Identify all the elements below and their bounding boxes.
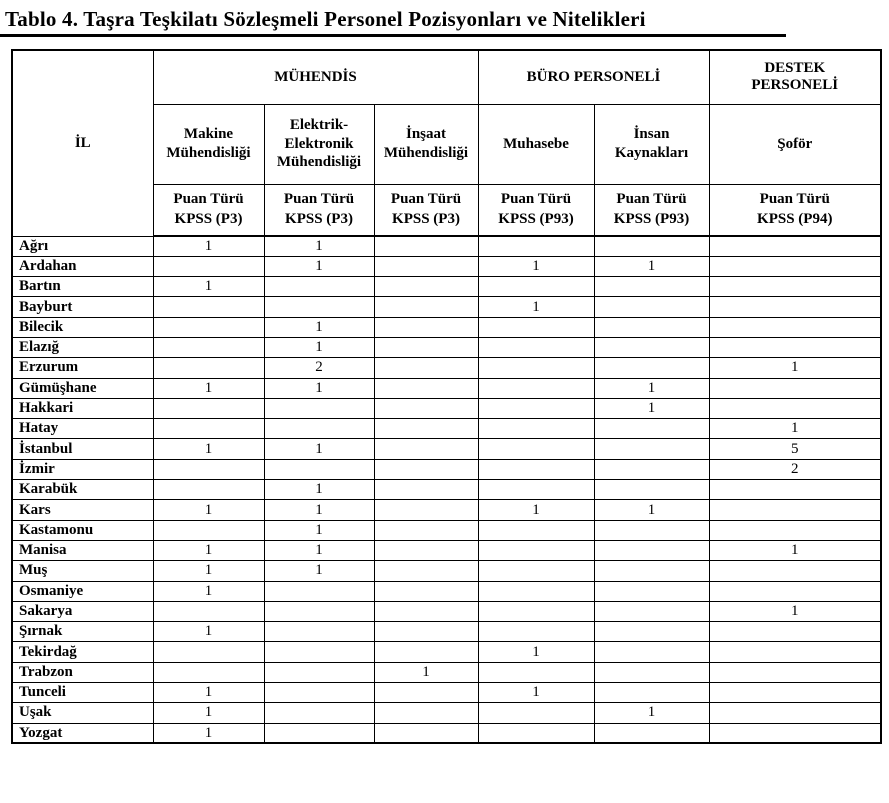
value-cell-makine-muhendisligi: 1 (153, 439, 264, 459)
il-cell: Kars (12, 500, 153, 520)
value-cell-makine-muhendisligi (153, 642, 264, 662)
il-cell: Erzurum (12, 358, 153, 378)
value-cell-insaat-muhendisligi (374, 337, 478, 357)
table-row (12, 703, 881, 723)
value-cell-muhasebe (478, 662, 594, 682)
value-cell-elektrik-elektronik-muhendisligi: 2 (264, 358, 374, 378)
value-cell-insaat-muhendisligi (374, 581, 478, 601)
table-row (12, 540, 881, 560)
value-cell-sofor (709, 520, 881, 540)
value-cell-elektrik-elektronik-muhendisligi: 1 (264, 317, 374, 337)
value-cell-insan-kaynaklari (594, 337, 709, 357)
value-cell-sofor (709, 683, 881, 703)
value-cell-insan-kaynaklari (594, 683, 709, 703)
il-cell: Uşak (12, 703, 153, 723)
table-row (12, 480, 881, 500)
score-type-insan-kaynaklari (594, 184, 709, 236)
il-cell: Şırnak (12, 622, 153, 642)
value-cell-elektrik-elektronik-muhendisligi: 1 (264, 256, 374, 276)
value-cell-insaat-muhendisligi (374, 439, 478, 459)
value-cell-elektrik-elektronik-muhendisligi (264, 581, 374, 601)
value-cell-insaat-muhendisligi (374, 561, 478, 581)
value-cell-muhasebe (478, 337, 594, 357)
value-cell-insan-kaynaklari (594, 358, 709, 378)
il-cell: Sakarya (12, 601, 153, 621)
value-cell-sofor (709, 297, 881, 317)
value-cell-makine-muhendisligi: 1 (153, 622, 264, 642)
value-cell-sofor (709, 480, 881, 500)
il-cell: İzmir (12, 459, 153, 479)
value-cell-makine-muhendisligi: 1 (153, 703, 264, 723)
score-type-label: Puan Türü KPSS (P93) (613, 191, 690, 227)
group-header-buro-personeli: BÜRO PERSONELİ (478, 50, 709, 104)
value-cell-insan-kaynaklari (594, 581, 709, 601)
value-cell-muhasebe (478, 561, 594, 581)
value-cell-makine-muhendisligi (153, 459, 264, 479)
table-row (12, 500, 881, 520)
value-cell-elektrik-elektronik-muhendisligi: 1 (264, 520, 374, 540)
table-title: Tablo 4. Taşra Teşkilatı Sözleşmeli Personel Pozisyonları ve Nitelikleri (0, 0, 786, 37)
value-cell-insan-kaynaklari: 1 (594, 703, 709, 723)
value-cell-insan-kaynaklari (594, 662, 709, 682)
value-cell-sofor (709, 398, 881, 418)
value-cell-makine-muhendisligi: 1 (153, 378, 264, 398)
value-cell-sofor (709, 378, 881, 398)
value-cell-makine-muhendisligi (153, 358, 264, 378)
value-cell-makine-muhendisligi (153, 662, 264, 682)
value-cell-sofor (709, 277, 881, 297)
value-cell-elektrik-elektronik-muhendisligi: 1 (264, 540, 374, 560)
table-row (12, 723, 881, 743)
score-type-muhasebe (478, 184, 594, 236)
value-cell-muhasebe (478, 419, 594, 439)
value-cell-elektrik-elektronik-muhendisligi: 1 (264, 236, 374, 256)
value-cell-insaat-muhendisligi (374, 236, 478, 256)
value-cell-makine-muhendisligi (153, 601, 264, 621)
il-cell: Bilecik (12, 317, 153, 337)
value-cell-insaat-muhendisligi (374, 358, 478, 378)
value-cell-muhasebe: 1 (478, 642, 594, 662)
value-cell-insan-kaynaklari (594, 297, 709, 317)
il-cell: Gümüşhane (12, 378, 153, 398)
table-row (12, 398, 881, 418)
value-cell-makine-muhendisligi: 1 (153, 236, 264, 256)
value-cell-makine-muhendisligi: 1 (153, 540, 264, 560)
value-cell-makine-muhendisligi: 1 (153, 500, 264, 520)
il-cell: Ağrı (12, 236, 153, 256)
value-cell-muhasebe (478, 520, 594, 540)
value-cell-muhasebe: 1 (478, 500, 594, 520)
score-type-label: Puan Türü KPSS (P94) (757, 191, 833, 227)
value-cell-sofor (709, 662, 881, 682)
value-cell-insaat-muhendisligi (374, 297, 478, 317)
table-row (12, 662, 881, 682)
value-cell-insaat-muhendisligi (374, 256, 478, 276)
value-cell-insaat-muhendisligi (374, 459, 478, 479)
table-row (12, 459, 881, 479)
value-cell-sofor (709, 317, 881, 337)
value-cell-makine-muhendisligi: 1 (153, 277, 264, 297)
value-cell-insaat-muhendisligi (374, 480, 478, 500)
group-header-destek-personeli (709, 50, 881, 104)
value-cell-makine-muhendisligi (153, 317, 264, 337)
il-cell: Bayburt (12, 297, 153, 317)
value-cell-muhasebe (478, 277, 594, 297)
value-cell-sofor: 1 (709, 540, 881, 560)
value-cell-elektrik-elektronik-muhendisligi (264, 601, 374, 621)
value-cell-muhasebe (478, 601, 594, 621)
score-type-insaat-muhendisligi (374, 184, 478, 236)
table-row (12, 642, 881, 662)
value-cell-insan-kaynaklari (594, 520, 709, 540)
value-cell-sofor (709, 561, 881, 581)
value-cell-insan-kaynaklari: 1 (594, 256, 709, 276)
value-cell-sofor (709, 500, 881, 520)
il-cell: Ardahan (12, 256, 153, 276)
table-row (12, 378, 881, 398)
column-header-insan-kaynaklari: İnsan Kaynakları (594, 104, 709, 184)
value-cell-insan-kaynaklari (594, 480, 709, 500)
value-cell-insan-kaynaklari (594, 317, 709, 337)
il-cell: Karabük (12, 480, 153, 500)
score-type-label: Puan Türü KPSS (P3) (390, 191, 462, 227)
value-cell-makine-muhendisligi (153, 398, 264, 418)
value-cell-insaat-muhendisligi (374, 317, 478, 337)
personnel-positions-table (11, 49, 882, 744)
value-cell-insan-kaynaklari (594, 723, 709, 743)
value-cell-elektrik-elektronik-muhendisligi (264, 662, 374, 682)
value-cell-insaat-muhendisligi (374, 683, 478, 703)
score-type-label: Puan Türü KPSS (P3) (173, 191, 244, 227)
value-cell-insan-kaynaklari (594, 419, 709, 439)
value-cell-elektrik-elektronik-muhendisligi (264, 703, 374, 723)
value-cell-sofor (709, 723, 881, 743)
value-cell-elektrik-elektronik-muhendisligi: 1 (264, 480, 374, 500)
il-cell: Trabzon (12, 662, 153, 682)
value-cell-sofor: 5 (709, 439, 881, 459)
value-cell-insaat-muhendisligi (374, 642, 478, 662)
column-header-muhasebe: Muhasebe (478, 104, 594, 184)
value-cell-elektrik-elektronik-muhendisligi: 1 (264, 337, 374, 357)
value-cell-elektrik-elektronik-muhendisligi (264, 622, 374, 642)
value-cell-insan-kaynaklari (594, 622, 709, 642)
il-cell: Tekirdağ (12, 642, 153, 662)
il-cell: Tunceli (12, 683, 153, 703)
value-cell-elektrik-elektronik-muhendisligi: 1 (264, 561, 374, 581)
column-header-insaat-muhendisligi: İnşaat Mühendisliği (374, 104, 478, 184)
value-cell-insan-kaynaklari (594, 459, 709, 479)
value-cell-insan-kaynaklari (594, 601, 709, 621)
value-cell-elektrik-elektronik-muhendisligi (264, 398, 374, 418)
value-cell-insan-kaynaklari (594, 277, 709, 297)
value-cell-insaat-muhendisligi (374, 277, 478, 297)
value-cell-muhasebe (478, 540, 594, 560)
value-cell-insaat-muhendisligi (374, 540, 478, 560)
value-cell-elektrik-elektronik-muhendisligi (264, 723, 374, 743)
value-cell-sofor (709, 622, 881, 642)
value-cell-muhasebe (478, 317, 594, 337)
value-cell-makine-muhendisligi: 1 (153, 581, 264, 601)
table-row (12, 561, 881, 581)
value-cell-muhasebe (478, 480, 594, 500)
column-header-il: İL (12, 50, 153, 236)
table-row (12, 520, 881, 540)
value-cell-makine-muhendisligi (153, 256, 264, 276)
value-cell-insaat-muhendisligi (374, 703, 478, 723)
value-cell-insan-kaynaklari: 1 (594, 500, 709, 520)
table-row (12, 297, 881, 317)
value-cell-sofor: 1 (709, 601, 881, 621)
table-row (12, 317, 881, 337)
il-cell: Yozgat (12, 723, 153, 743)
value-cell-muhasebe (478, 703, 594, 723)
value-cell-makine-muhendisligi: 1 (153, 723, 264, 743)
value-cell-insan-kaynaklari (594, 540, 709, 560)
il-cell: Muş (12, 561, 153, 581)
table-row (12, 439, 881, 459)
il-cell: Manisa (12, 540, 153, 560)
value-cell-elektrik-elektronik-muhendisligi (264, 297, 374, 317)
value-cell-elektrik-elektronik-muhendisligi: 1 (264, 439, 374, 459)
score-type-sofor (709, 184, 881, 236)
value-cell-sofor (709, 337, 881, 357)
value-cell-insaat-muhendisligi (374, 601, 478, 621)
value-cell-muhasebe (478, 378, 594, 398)
value-cell-makine-muhendisligi (153, 337, 264, 357)
table-row (12, 236, 881, 256)
value-cell-insan-kaynaklari: 1 (594, 398, 709, 418)
value-cell-elektrik-elektronik-muhendisligi (264, 683, 374, 703)
value-cell-makine-muhendisligi: 1 (153, 683, 264, 703)
il-cell: Bartın (12, 277, 153, 297)
value-cell-insan-kaynaklari (594, 236, 709, 256)
value-cell-muhasebe (478, 723, 594, 743)
value-cell-insan-kaynaklari: 1 (594, 378, 709, 398)
value-cell-elektrik-elektronik-muhendisligi: 1 (264, 500, 374, 520)
il-cell: Osmaniye (12, 581, 153, 601)
value-cell-muhasebe: 1 (478, 297, 594, 317)
il-cell: Hakkari (12, 398, 153, 418)
group-header-destek-label: DESTEK PERSONELİ (751, 60, 839, 94)
value-cell-elektrik-elektronik-muhendisligi (264, 419, 374, 439)
il-cell: Elazığ (12, 337, 153, 357)
value-cell-sofor: 2 (709, 459, 881, 479)
value-cell-makine-muhendisligi (153, 480, 264, 500)
table-row (12, 581, 881, 601)
column-header-elektrik-elektronik-muhendisligi: Elektrik-Elektronik Mühendisliği (264, 104, 374, 184)
value-cell-sofor (709, 256, 881, 276)
value-cell-muhasebe: 1 (478, 683, 594, 703)
il-cell: Hatay (12, 419, 153, 439)
value-cell-sofor (709, 642, 881, 662)
value-cell-sofor: 1 (709, 419, 881, 439)
value-cell-muhasebe (478, 581, 594, 601)
value-cell-insaat-muhendisligi (374, 520, 478, 540)
score-type-label: Puan Türü KPSS (P3) (283, 191, 355, 227)
value-cell-insaat-muhendisligi (374, 500, 478, 520)
il-cell: Kastamonu (12, 520, 153, 540)
table-row (12, 683, 881, 703)
value-cell-makine-muhendisligi (153, 297, 264, 317)
value-cell-muhasebe (478, 236, 594, 256)
value-cell-insaat-muhendisligi (374, 398, 478, 418)
value-cell-insaat-muhendisligi (374, 723, 478, 743)
value-cell-elektrik-elektronik-muhendisligi: 1 (264, 378, 374, 398)
table-row (12, 622, 881, 642)
table-row (12, 256, 881, 276)
il-cell: İstanbul (12, 439, 153, 459)
value-cell-sofor (709, 703, 881, 723)
value-cell-muhasebe (478, 459, 594, 479)
value-cell-insaat-muhendisligi (374, 622, 478, 642)
value-cell-insaat-muhendisligi (374, 419, 478, 439)
value-cell-insaat-muhendisligi (374, 378, 478, 398)
group-header-muhendis: MÜHENDİS (153, 50, 478, 104)
column-header-makine-muhendisligi: Makine Mühendisliği (153, 104, 264, 184)
value-cell-muhasebe (478, 358, 594, 378)
column-header-sofor: Şoför (709, 104, 881, 184)
value-cell-sofor (709, 581, 881, 601)
value-cell-elektrik-elektronik-muhendisligi (264, 459, 374, 479)
table-row (12, 419, 881, 439)
value-cell-makine-muhendisligi: 1 (153, 561, 264, 581)
value-cell-makine-muhendisligi (153, 520, 264, 540)
table-row (12, 277, 881, 297)
group-header-row (12, 50, 881, 104)
value-cell-muhasebe: 1 (478, 256, 594, 276)
value-cell-insaat-muhendisligi: 1 (374, 662, 478, 682)
value-cell-elektrik-elektronik-muhendisligi (264, 277, 374, 297)
table-row (12, 358, 881, 378)
value-cell-makine-muhendisligi (153, 419, 264, 439)
value-cell-muhasebe (478, 622, 594, 642)
value-cell-insan-kaynaklari (594, 439, 709, 459)
value-cell-insan-kaynaklari (594, 642, 709, 662)
score-type-elektrik-elektronik-muhendisligi (264, 184, 374, 236)
table-row (12, 601, 881, 621)
table-row (12, 337, 881, 357)
value-cell-sofor: 1 (709, 358, 881, 378)
value-cell-muhasebe (478, 398, 594, 418)
score-type-label: Puan Türü KPSS (P93) (498, 191, 574, 227)
value-cell-muhasebe (478, 439, 594, 459)
score-type-makine-muhendisligi (153, 184, 264, 236)
value-cell-sofor (709, 236, 881, 256)
value-cell-elektrik-elektronik-muhendisligi (264, 642, 374, 662)
value-cell-insan-kaynaklari (594, 561, 709, 581)
